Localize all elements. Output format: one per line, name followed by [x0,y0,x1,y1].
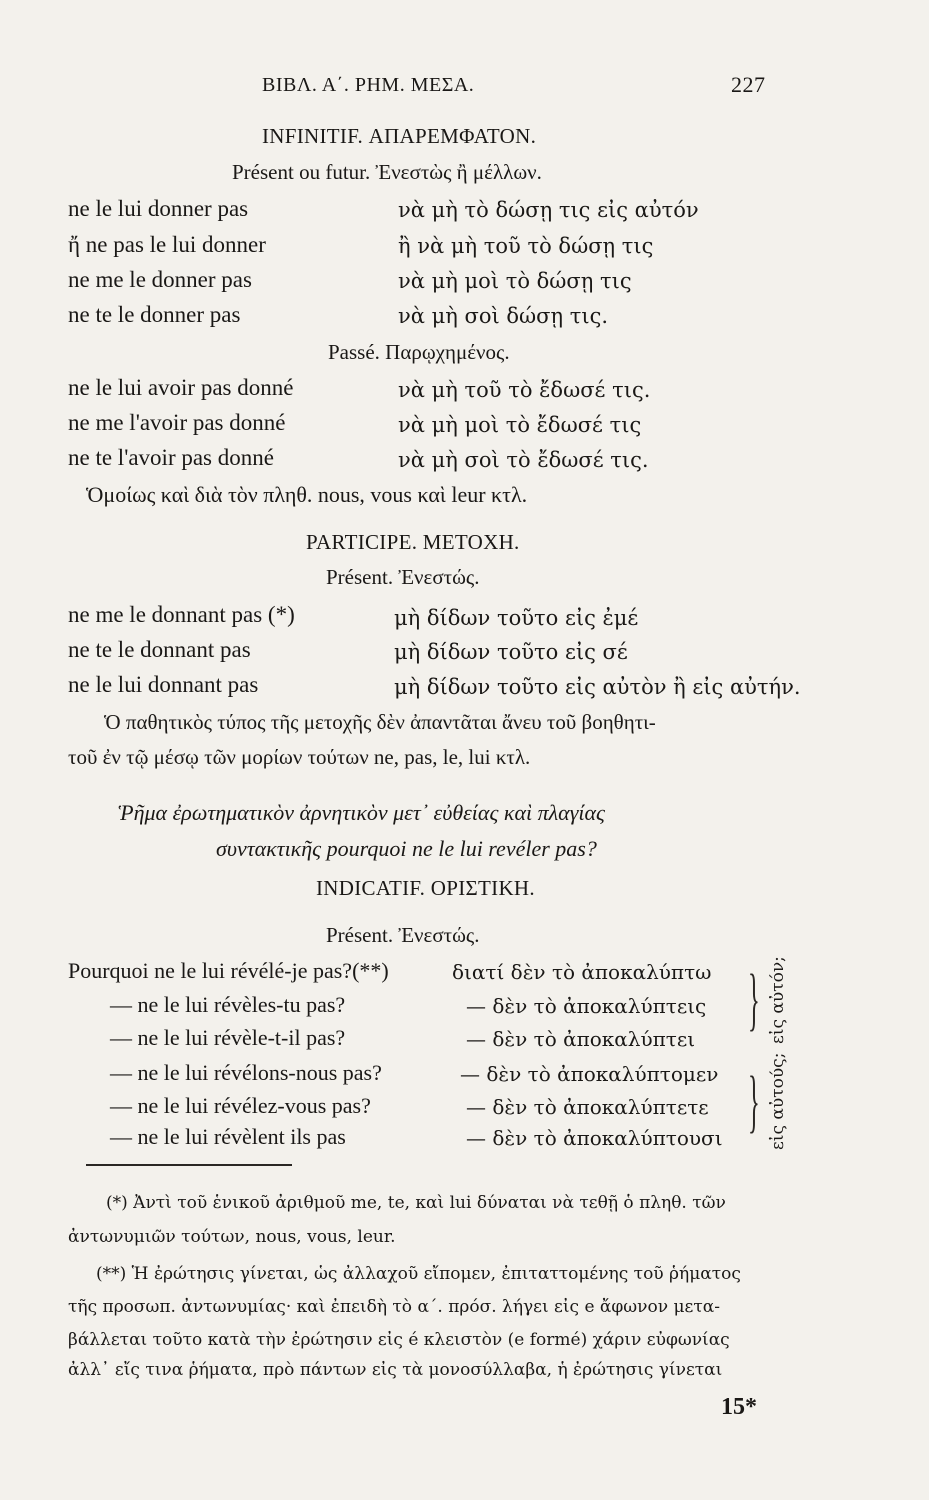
indicative-fr-4: — ne le lui révélons-nous pas? [110,1060,382,1085]
participle-fr-1: ne me le donnant pas (*) [68,602,295,627]
brace-label-plural: εἰς αὐτούς; [768,1052,788,1150]
indicative-gr-1: διατί δὲν τὸ ἀποκαλύπτω [452,960,712,984]
infinitive-past-gr-1: νὰ μὴ τοῦ τὸ ἔδωσέ τις. [398,378,651,402]
infinitive-present-gr-2: ἢ νὰ μὴ τοῦ τὸ δώσῃ τις [398,234,654,258]
participle-present-label: Présent. Ἐνεστώς. [326,565,480,589]
participle-gr-2: μὴ δίδων τοῦτο εἰς σέ [394,640,628,664]
indicative-gr-5: — δὲν τὸ ἀποκαλύπτετε [466,1095,709,1119]
infinitive-present-fr-3: ne me le donner pas [68,267,252,292]
participle-gr-3: μὴ δίδων τοῦτο εἰς αὐτὸν ἢ εἰς αὐτήν. [394,675,801,699]
brace-label-singular: εἰς αὐτόν; [768,956,788,1044]
indicative-fr-3: — ne le lui révèle-t-il pas? [110,1025,346,1050]
footnote-2-line-2: τῆς προσωπ. ἀντωνυμίας· καὶ ἐπειδὴ τὸ α΄. πρόσ. λήγει εἰς e ἄφωνον μετα- [68,1297,720,1317]
participle-gr-1: μὴ δίδων τοῦτο εἰς ἐμέ [394,606,639,630]
indicative-fr-2: — ne le lui révèles-tu pas? [110,992,346,1017]
footnote-2-line-1: (**) Ἡ ἐρώτησις γίνεται, ὡς ἀλλαχοῦ εἴπομεν, ἐπιταττομένης τοῦ ῥήματος [96,1264,741,1284]
indicative-fr-6: — ne le lui révèlent ils pas [110,1124,346,1149]
participle-note-line-1: Ὁ παθητικὸς τύπος τῆς μετοχῆς δὲν ἀπαντᾶται ἄνευ τοῦ βοηθητι- [104,710,656,734]
participle-heading: PARTICIPE. ΜΕΤΟΧΗ. [306,530,520,554]
indicative-gr-4: — δὲν τὸ ἀποκαλύπτομεν [460,1062,719,1086]
indicative-present-label: Présent. Ἐνεστώς. [326,923,480,947]
infinitive-past-label: Passé. Παρῳχημένος. [328,340,510,364]
infinitive-past-fr-3: ne te l'avoir pas donné [68,445,274,470]
infinitive-plural-note: Ὁμοίως καὶ διὰ τὸν πληθ. nous, vous καὶ leur κτλ. [86,482,528,507]
indicative-gr-3: — δὲν τὸ ἀποκαλύπτει [466,1027,696,1051]
brace-plural: } [748,1063,760,1140]
infinitive-present-label: Présent ou futur. Ἐνεστὼς ἢ μέλλων. [232,160,542,184]
interrogative-title-line-2: συντακτικῆς pourquoi ne le lui revéler pas? [216,836,597,861]
infinitive-present-gr-1: νὰ μὴ τὸ δώσῃ τις εἰς αὐτόν [398,198,699,222]
signature-mark: 15* [721,1394,757,1420]
infinitive-past-fr-2: ne me l'avoir pas donné [68,410,286,435]
infinitive-present-fr-2: ἤ ne pas le lui donner [68,232,266,257]
indicative-fr-5: — ne le lui révélez-vous pas? [110,1093,371,1118]
infinitive-present-gr-3: νὰ μὴ μοὶ τὸ δώσῃ τις [398,269,632,293]
infinitive-past-fr-1: ne le lui avoir pas donné [68,375,294,400]
footnote-1-line-2: ἀντωνυμιῶν τούτων, nous, vous, leur. [68,1227,396,1247]
participle-fr-3: ne le lui donnant pas [68,672,259,697]
page-number: 227 [731,72,766,97]
footnote-2-line-3: βάλλεται τοῦτο κατὰ τὴν ἐρώτησιν εἰς é κλειστὸν (e formé) χάριν εὐφωνίας [68,1330,730,1350]
indicative-gr-2: — δὲν τὸ ἀποκαλύπτεις [466,994,707,1018]
footnote-2-line-4: ἀλλ᾽ εἴς τινα ῥήματα, πρὸ πάντων εἰς τὰ μονοσύλλαβα, ἡ ἐρώτησις γίνεται [68,1360,723,1380]
participle-fr-2: ne te le donnant pas [68,637,251,662]
participle-note-line-2: τοῦ ἐν τῷ μέσῳ τῶν μορίων τούτων ne, pas, le, lui κτλ. [68,745,531,769]
indicative-fr-1: Pourquoi ne le lui révélé-je pas?(**) [68,958,389,983]
brace-singular: } [748,961,760,1038]
infinitive-past-gr-2: νὰ μὴ μοὶ τὸ ἔδωσέ τις [398,413,642,437]
infinitive-past-gr-3: νὰ μὴ σοὶ τὸ ἔδωσέ τις. [398,448,649,472]
infinitive-present-gr-4: νὰ μὴ σοὶ δώσῃ τις. [398,304,609,328]
infinitive-present-fr-1: ne le lui donner pas [68,196,249,221]
running-title: ΒΙΒΛ. Α΄. ΡΗΜ. ΜΕΣΑ. [262,74,475,96]
infinitive-heading: INFINITIF. ΑΠΑΡΕΜΦΑΤΟΝ. [262,124,537,148]
footnote-rule [86,1164,292,1166]
indicative-gr-6: — δὲν τὸ ἀποκαλύπτουσι [466,1126,723,1150]
indicative-heading: INDICATIF. ΟΡΙΣΤΙΚΗ. [316,876,535,900]
interrogative-title-line-1: Ῥῆμα ἐρωτηματικὸν ἀρνητικὸν μετ᾽ εὐθείας καὶ πλαγίας [118,800,605,825]
footnote-1-line-1: (*) Ἀντὶ τοῦ ἑνικοῦ ἀριθμοῦ me, te, καὶ lui δύναται νὰ τεθῇ ὁ πληθ. τῶν [106,1193,726,1213]
infinitive-present-fr-4: ne te le donner pas [68,302,241,327]
